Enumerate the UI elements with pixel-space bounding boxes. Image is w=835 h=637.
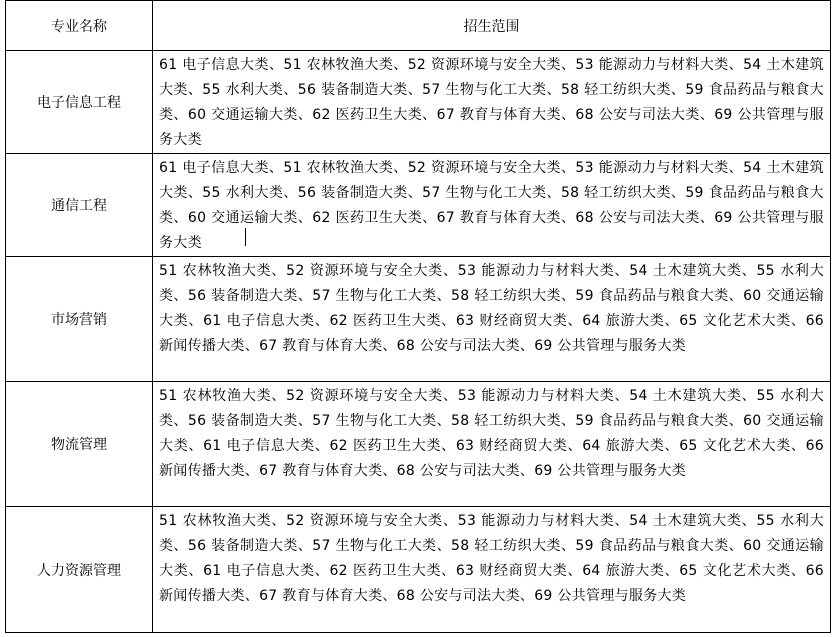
- admission-scope[interactable]: 51 农林牧渔大类、52 资源环境与安全大类、53 能源动力与材料大类、54 土木建筑大类、55 水利大类、56 装备制造大类、57 生物与化工大类、58 轻工纺织大类、59 食品药品与粮食大类、60 交通运输大类、61 电子信息大类、62 医药卫生大类、63 财经商贸大类、64 旅游大类、65 文化艺术大类、66 新闻传播大类、67 教育与体育大类、68 公安与司法大类、69 公共管理与服务大类: [153, 507, 831, 633]
- table-row: [6, 382, 831, 507]
- major-name: 人力资源管理: [6, 507, 153, 633]
- major-name: 市场营销: [6, 257, 153, 382]
- header-major: 专业名称: [6, 1, 153, 51]
- major-name: 物流管理: [6, 382, 153, 507]
- major-name: 通信工程: [6, 154, 153, 257]
- table-row: [6, 507, 831, 633]
- admission-scope[interactable]: 61 电子信息大类、51 农林牧渔大类、52 资源环境与安全大类、53 能源动力与材料大类、54 土木建筑大类、55 水利大类、56 装备制造大类、57 生物与化工大类、58 轻工纺织大类、59 食品药品与粮食大类、60 交通运输大类、62 医药卫生大类、67 教育与体育大类、68 公安与司法大类、69 公共管理与服务大类: [153, 154, 831, 257]
- admission-scope[interactable]: 51 农林牧渔大类、52 资源环境与安全大类、53 能源动力与材料大类、54 土木建筑大类、55 水利大类、56 装备制造大类、57 生物与化工大类、58 轻工纺织大类、59 食品药品与粮食大类、60 交通运输大类、61 电子信息大类、62 医药卫生大类、63 财经商贸大类、64 旅游大类、65 文化艺术大类、66 新闻传播大类、67 教育与体育大类、68 公安与司法大类、69 公共管理与服务大类: [153, 257, 831, 382]
- table-header-row: [6, 1, 831, 51]
- admission-scope[interactable]: 61 电子信息大类、51 农林牧渔大类、52 资源环境与安全大类、53 能源动力与材料大类、54 土木建筑大类、55 水利大类、56 装备制造大类、57 生物与化工大类、58 轻工纺织大类、59 食品药品与粮食大类、60 交通运输大类、62 医药卫生大类、67 教育与体育大类、68 公安与司法大类、69 公共管理与服务大类: [153, 51, 831, 154]
- admissions-table: [5, 0, 831, 633]
- admission-scope[interactable]: 51 农林牧渔大类、52 资源环境与安全大类、53 能源动力与材料大类、54 土木建筑大类、55 水利大类、56 装备制造大类、57 生物与化工大类、58 轻工纺织大类、59 食品药品与粮食大类、60 交通运输大类、61 电子信息大类、62 医药卫生大类、63 财经商贸大类、64 旅游大类、65 文化艺术大类、66 新闻传播大类、67 教育与体育大类、68 公安与司法大类、69 公共管理与服务大类: [153, 382, 831, 507]
- major-name: 电子信息工程: [6, 51, 153, 154]
- table-row: [6, 51, 831, 154]
- table-row: [6, 154, 831, 257]
- header-scope: 招生范围: [153, 1, 831, 51]
- table-row: [6, 257, 831, 382]
- text-cursor: [245, 228, 246, 246]
